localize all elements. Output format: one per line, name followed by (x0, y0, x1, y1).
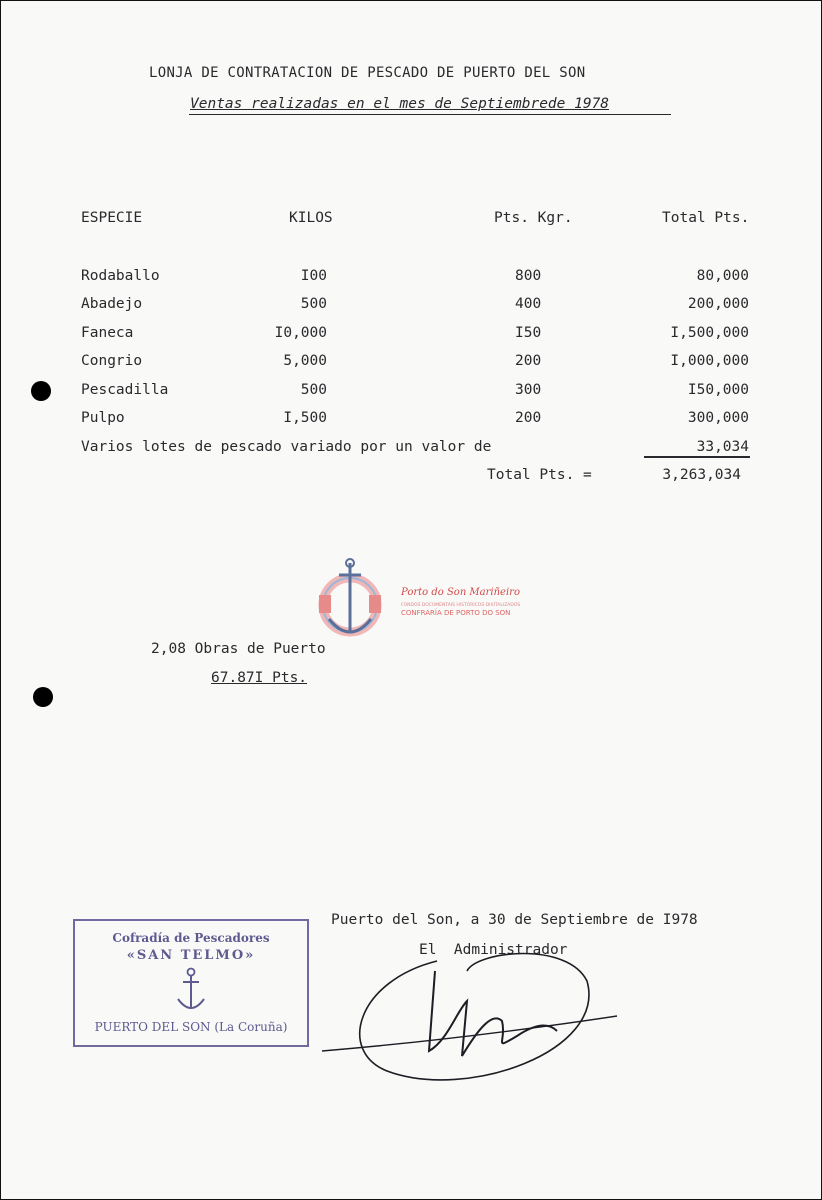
row-pts-kgr: 200 (515, 410, 542, 426)
column-header-pts-kgr: Pts. Kgr. (494, 210, 573, 226)
sum-rule (644, 456, 750, 458)
anchor-icon (175, 967, 207, 1015)
row-especie: Rodaballo (81, 268, 160, 284)
row-kilos: 500 (300, 382, 327, 398)
punch-hole (33, 687, 53, 707)
watermark-confraria: CONFRARÍA DE PORTO DO SON (401, 609, 511, 617)
row-kilos: 5,000 (283, 353, 327, 369)
row-pts-kgr: 800 (515, 268, 542, 284)
obras-line: 2,08 Obras de Puerto (151, 641, 326, 657)
row-kilos: 500 (300, 296, 327, 312)
stamp-location: PUERTO DEL SON (La Coruña) (94, 1020, 288, 1034)
punch-hole (31, 381, 51, 401)
total-value: 3,263,034 (662, 467, 741, 483)
row-especie: Pescadilla (81, 382, 169, 398)
row-total: 80,000 (696, 268, 749, 284)
row-pts-kgr: 400 (515, 296, 542, 312)
row-kilos: I0,000 (274, 325, 327, 341)
row-kilos: I00 (300, 268, 327, 284)
row-total: 300,000 (687, 410, 749, 426)
row-total: I,500,000 (670, 325, 749, 341)
row-kilos: I,500 (283, 410, 327, 426)
document-title: LONJA DE CONTRATACION DE PESCADO DE PUERTO DEL SON (149, 65, 586, 81)
anchor-lifebuoy-icon (317, 553, 387, 645)
row-especie: Faneca (81, 325, 134, 341)
document-subtitle: Ventas realizadas en el mes de Septiembrede 1978 (190, 96, 610, 112)
administrator-signature (317, 941, 627, 1091)
row-pts-kgr: 200 (515, 353, 542, 369)
row-pts-kgr: 300 (515, 382, 542, 398)
row-especie: Congrio (81, 353, 143, 369)
row-total: 200,000 (687, 296, 749, 312)
row-total: I,000,000 (670, 353, 749, 369)
place-date: Puerto del Son, a 30 de Septiembre de I978 (331, 912, 698, 928)
watermark-subtitle: FONDOS DOCUMENTAIS HISTÓRICOS DIXITALIZADOS (401, 603, 521, 608)
stamp-name: «SAN TELMO» (126, 948, 256, 963)
column-header-especie: ESPECIE (81, 210, 143, 226)
cofradia-stamp (73, 919, 309, 1047)
obras-amount: 67.87I Pts. (211, 670, 308, 686)
stamp-line: Cofradía de Pescadores (112, 931, 270, 945)
column-header-kilos: KILOS (289, 210, 333, 226)
row-especie: Abadejo (81, 296, 143, 312)
varios-lotes-total: 33,034 (696, 439, 749, 455)
watermark-logo (317, 553, 521, 645)
varios-lotes-text: Varios lotes de pescado variado por un valor de (81, 439, 492, 455)
row-pts-kgr: I50 (515, 325, 542, 341)
total-label: Total Pts. = (487, 467, 592, 483)
row-especie: Pulpo (81, 410, 125, 426)
row-total: I50,000 (687, 382, 749, 398)
subtitle-underline (189, 114, 671, 115)
watermark-name: Porto do Son Mariñeiro (401, 587, 520, 598)
column-header-total: Total Pts. (662, 210, 750, 226)
administrator-label: El Administrador (419, 942, 568, 958)
